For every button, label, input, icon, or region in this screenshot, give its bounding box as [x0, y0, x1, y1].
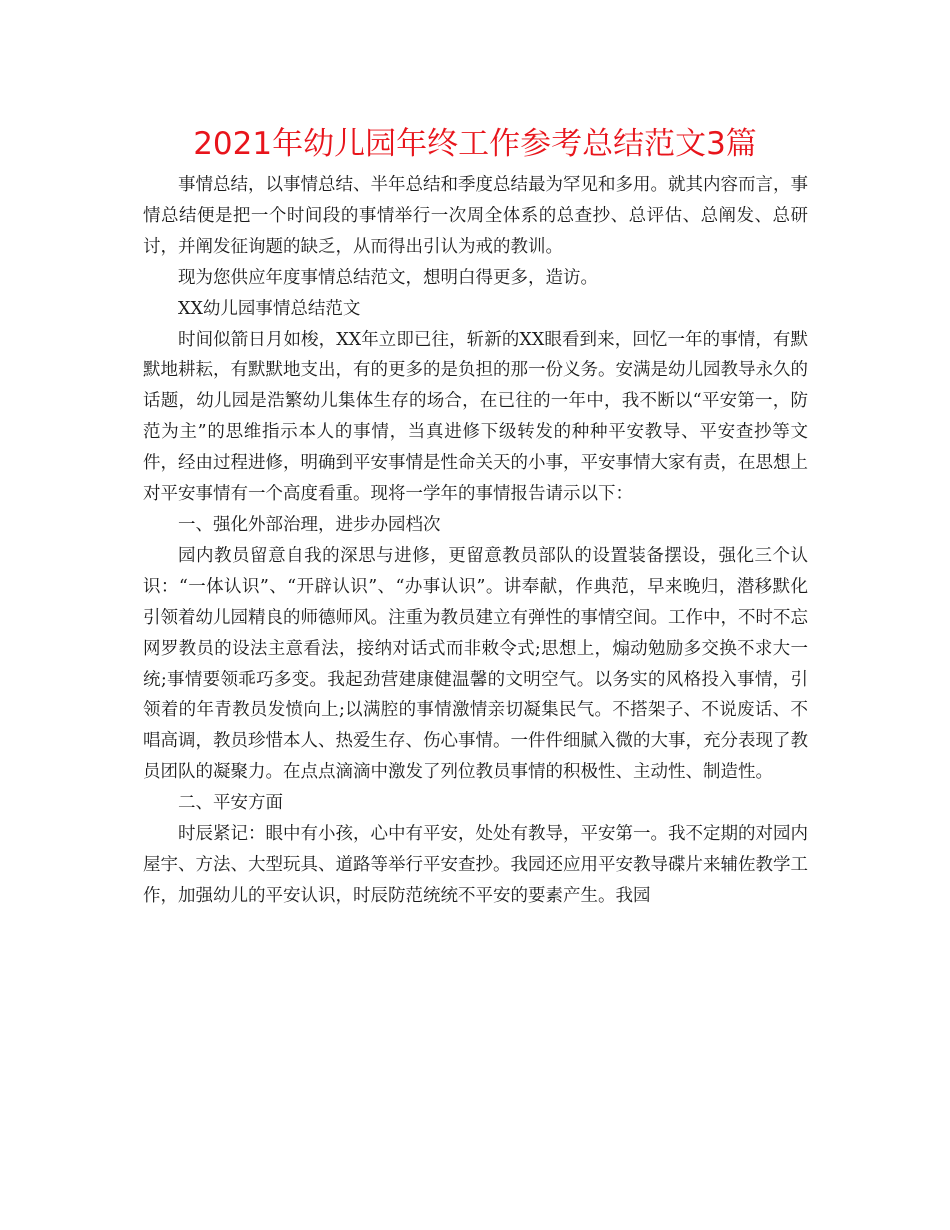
paragraph-subtitle: XX幼儿园事情总结范文	[178, 298, 361, 319]
paragraph-safety: 时辰紧记：眼中有小孩，心中有平安，处处有教导，平安第一。我不定期的对园内屋宇、方法、大型玩具、道路等举行平安查抄。我园还应用平安教导碟片来辅佐教学工作，加强幼儿的平安认识，时辰防范统统不平安的要素产生。我园	[143, 824, 808, 906]
paragraph-offer: 现为您供应年度事情总结范文，想明白得更多，造访。	[178, 267, 598, 288]
section-heading-management: 一、强化外部治理，进步办园档次	[178, 514, 441, 535]
document-title: 2021年幼儿园年终工作参考总结范文3篇	[193, 126, 757, 162]
paragraph-intro: 事情总结，以事情总结、半年总结和季度总结最为罕见和多用。就其内容而言，事情总结便是把一个时间段的事情举行一次周全体系的总查抄、总评估、总阐发、总研讨，并阐发征询题的缺乏，从而得出引认为戒的教训。	[143, 175, 808, 257]
paragraph-review: 时间似箭日月如梭，XX年立即已往，斩新的XX眼看到来，回忆一年的事情，有默默地耕耘，有默默地支出，有的更多的是负担的那一份义务。安满是幼儿园教导永久的话题，幼儿园是浩繁幼儿集体生存的场合，在已往的一年中，我不断以“平安第一，防范为主”的思维指示本人的事情，当真进修下级转发的种种平安教导、平安查抄等文件，经由过程进修，明确到平安事情是性命关天的小事，平安事情大家有责，在思想上对平安事情有一个高度看重。现将一学年的事情报告请示以下：	[143, 329, 808, 505]
section-heading-safety: 二、平安方面	[178, 793, 283, 814]
paragraph-management: 园内教员留意自我的深思与进修，更留意教员部队的设置装备摆设，强化三个认识：“一体认识”、“开辟认识”、“办事认识”。讲奉献，作典范，早来晚归，潜移默化引领着幼儿园精良的师德师风。注重为教员建立有弹性的事情空间。工作中，不时不忘网罗教员的设法主意看法，接纳对话式而非敕令式;思想上，煽动勉励多交换不求大一统;事情要领乖巧多变。我起劲营建康健温馨的文明空气。以务实的风格投入事情，引领着的年青教员发愤向上;以满腔的事情激情亲切凝集民气。不搭架子、不说废话、不唱高调，教员珍惜本人、热爱生存、伤心事情。一件件细腻入微的大事，充分表现了教员团队的凝聚力。在点点滴滴中激发了列位教员事情的积极性、主动性、制造性。	[143, 545, 808, 783]
document-body	[143, 170, 808, 912]
